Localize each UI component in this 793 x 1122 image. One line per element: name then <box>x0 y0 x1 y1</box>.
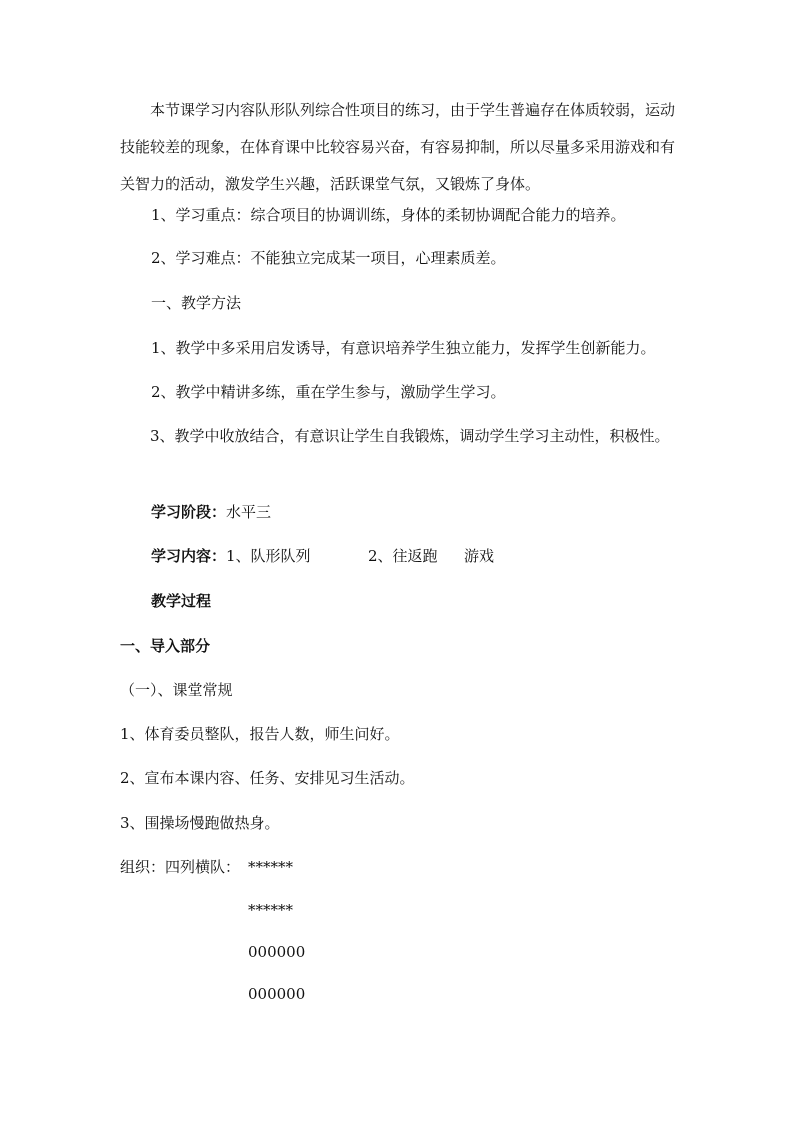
learning-content-item-2: 2、往返跑 <box>368 547 438 565</box>
formation-row-4: 000000 <box>248 985 306 1003</box>
intro-paragraph: 本节课学习内容队形队列综合性项目的练习，由于学生普遍存在体质较弱，运动技能较差的现象，在体育课中比较容易兴奋，有容易抑制，所以尽量多采用游戏和有关智力的活动，激发学生兴趣，活跃课堂气氛，又锻炼了身体。 <box>120 101 676 193</box>
learning-content-item-3: 游戏 <box>464 547 495 565</box>
methods-heading: 一、教学方法 <box>151 294 242 312</box>
formation-row-2: ****** <box>248 901 293 919</box>
learning-content <box>151 546 311 566</box>
method-item-1: 1、教学中多采用启发诱导，有意识培养学生独立能力，发挥学生创新能力。 <box>151 339 656 357</box>
learning-stage-label: 学习阶段： <box>151 503 227 521</box>
key-point-difficulty: 2、学习难点：不能独立完成某一项目，心理素质差。 <box>151 249 506 267</box>
learning-content-label: 学习内容： <box>151 547 227 565</box>
formation-row-3: 000000 <box>248 943 306 961</box>
intro-part-heading: 一、导入部分 <box>120 637 211 655</box>
formation-row-1: ****** <box>248 858 293 876</box>
formation-label: 组织：四列横队： <box>120 858 241 876</box>
learning-stage-value: 水平三 <box>226 503 272 521</box>
learning-stage <box>151 502 271 522</box>
method-item-3: 3、教学中收放结合，有意识让学生自我锻炼，调动学生学习主动性，积极性。 <box>150 427 670 445</box>
method-item-2: 2、教学中精讲多练，重在学生参与，激励学生学习。 <box>151 383 506 401</box>
learning-content-item-1: 1、队形队列 <box>226 547 311 565</box>
routine-heading: （一）、课堂常规 <box>120 681 233 699</box>
process-heading: 教学过程 <box>151 592 212 610</box>
routine-step-3: 3、围操场慢跑做热身。 <box>120 814 280 832</box>
routine-step-2: 2、宣布本课内容、任务、安排见习生活动。 <box>120 769 415 787</box>
routine-step-1: 1、体育委员整队，报告人数，师生问好。 <box>120 725 400 743</box>
key-point-focus: 1、学习重点：综合项目的协调训练，身体的柔韧协调配合能力的培养。 <box>151 206 626 224</box>
